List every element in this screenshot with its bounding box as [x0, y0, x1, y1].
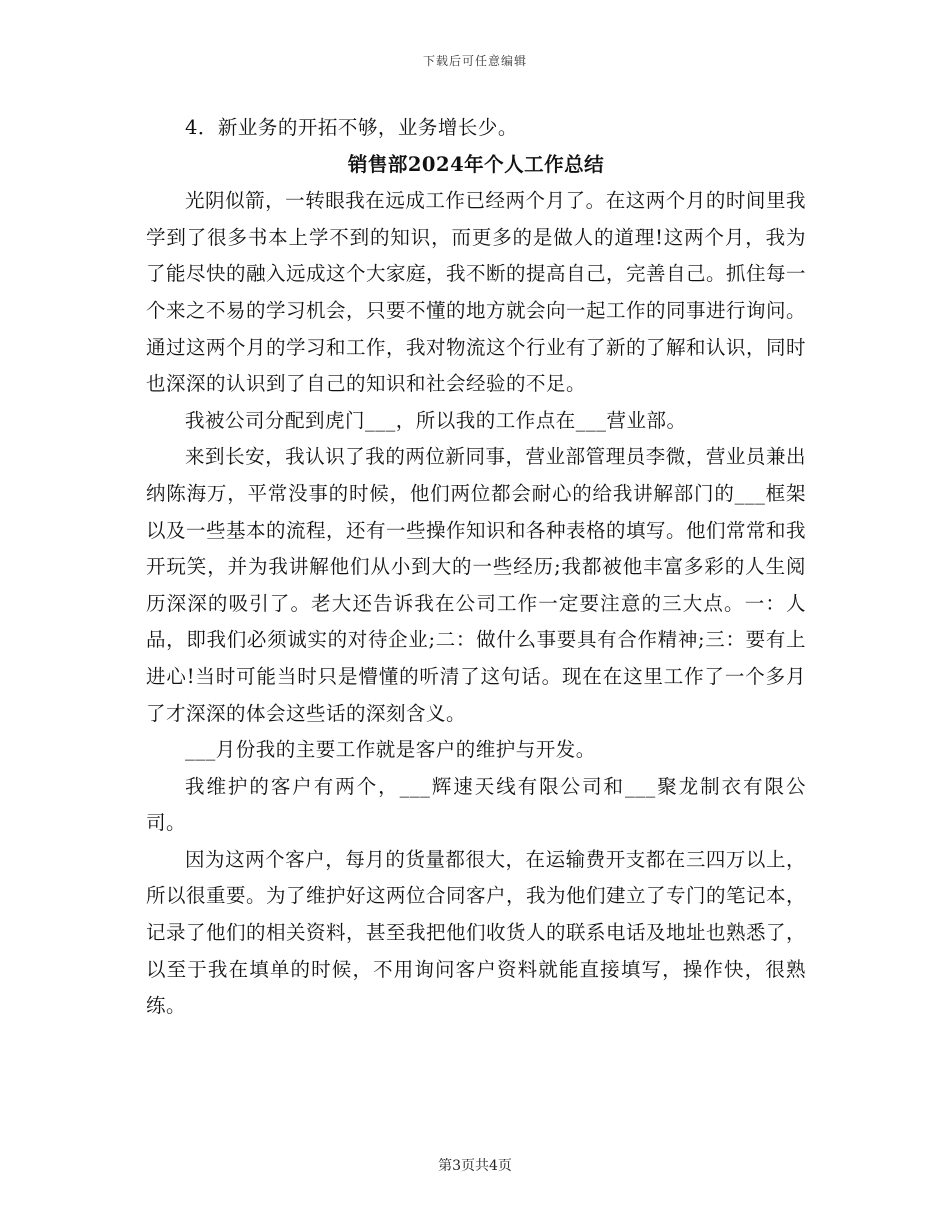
paragraph-client-maintenance: 因为这两个客户，每月的货量都很大，在运输费开支都在三四万以上，所以很重要。为了维护好这两位合同客户，我为他们建立了专门的笔记本，记录了他们的相关资料，甚至我把他们收货人的联系电话及地址也熟悉了，以至于我在填单的时候，不用询问客户资料就能直接填写，操作快，很熟练。	[146, 847, 807, 1018]
page-header-note: 下载后可任意编辑	[422, 54, 527, 68]
paragraph-clients: 我维护的客户有两个，___辉速天线有限公司和___聚龙制衣有限公司。	[146, 774, 806, 835]
paragraph-assignment: 我被公司分配到虎门___，所以我的工作点在___营业部。	[185, 408, 687, 432]
document-body	[146, 110, 806, 1025]
paragraph-main-work: ___月份我的主要工作就是客户的维护与开发。	[185, 738, 596, 762]
page-number: 第3页共4页	[438, 1158, 512, 1174]
document-title: 销售部2024年个人工作总结	[347, 152, 605, 176]
paragraph-intro: 光阴似箭，一转眼我在远成工作已经两个月了。在这两个月的时间里我学到了很多书本上学不到的知识，而更多的是做人的道理!这两个月，我为了能尽快的融入远成这个大家庭，我不断的提高自己，完善自己。抓住每一个来之不易的学习机会，只要不懂的地方就会向一起工作的同事进行询问。通过这两个月的学习和工作，我对物流这个行业有了新的了解和认识，同时也深深的认识到了自己的知识和社会经验的不足。	[146, 189, 807, 396]
paragraph-colleagues: 来到长安，我认识了我的两位新同事，营业部管理员李微，营业员兼出纳陈海万，平常没事的时候，他们两位都会耐心的给我讲解部门的___框架以及一些基本的流程，还有一些操作知识和各种表格的填写。他们常常和我开玩笑，并为我讲解他们从小到大的一些经历;我都被他丰富多彩的人生阅历深深的吸引了。老大还告诉我在公司工作一定要注意的三大点。一：人品，即我们必须诚实的对待企业;二：做什么事要具有合作精神;三：要有上进心!当时可能当时只是懵懂的听清了这句话。现在在这里工作了一个多月了才深深的体会这些话的深刻含义。	[146, 445, 807, 725]
list-item-4: 4．新业务的开拓不够，业务增长少。	[185, 116, 518, 139]
